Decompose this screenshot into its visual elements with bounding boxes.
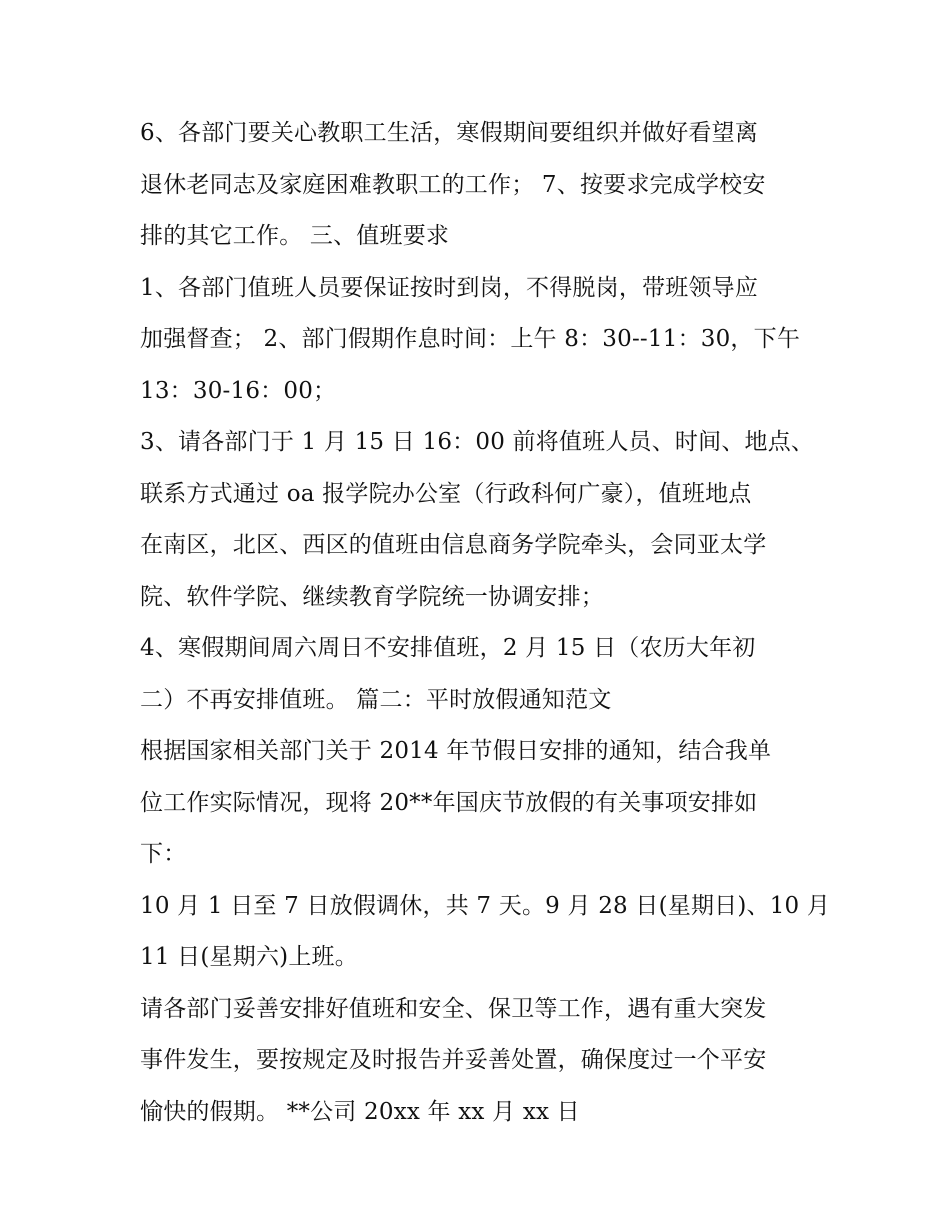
text-line: 请各部门妥善安排好值班和安全、保卫等工作，遇有重大突发 bbox=[140, 995, 767, 1022]
text-line: 根据国家相关部门关于 2014 年节假日安排的通知，结合我单 bbox=[140, 738, 772, 764]
text-line: 下： bbox=[140, 841, 187, 867]
text-line: 1、各部门值班人员要保证按时到岗，不得脱岗，带班领导应 bbox=[140, 274, 759, 301]
text-line: 退休老同志及家庭困难教职工的工作； 7、按要求完成学校安 bbox=[140, 171, 766, 198]
text-line: 排的其它工作。 三、值班要求 bbox=[140, 223, 450, 249]
text-line: 6、各部门要关心教职工生活，寒假期间要组织并做好看望离 bbox=[140, 120, 759, 146]
text-line: 在南区，北区、西区的值班由信息商务学院牵头，会同亚太学 bbox=[140, 532, 767, 558]
text-line: 院、软件学院、继续教育学院统一协调安排； bbox=[140, 583, 604, 610]
text-line: 联系方式通过 oa 报学院办公室（行政科何广豪），值班地点 bbox=[140, 480, 752, 507]
text-line: 13：30-16：00； bbox=[140, 377, 337, 404]
text-line: 3、请各部门于 1 月 15 日 16：00 前将值班人员、时间、地点、 bbox=[140, 429, 815, 455]
document-body bbox=[140, 108, 830, 1138]
text-line: 事件发生，要按规定及时报告并妥善处置，确保度过一个平安 bbox=[140, 1047, 767, 1073]
text-line: 二）不再安排值班。 篇二：平时放假通知范文 bbox=[140, 686, 612, 713]
text-line: 加强督查； 2、部门假期作息时间：上午 8：30--11：30，下午 bbox=[140, 326, 801, 352]
text-line: 位工作实际情况，现将 20**年国庆节放假的有关事项安排如 bbox=[140, 789, 758, 816]
text-line: 愉快的假期。 **公司 20xx 年 xx 月 xx 日 bbox=[140, 1098, 580, 1125]
text-line: 11 日(星期六)上班。 bbox=[140, 944, 358, 970]
text-line: 4、寒假期间周六周日不安排值班，2 月 15 日（农历大年初 bbox=[140, 635, 756, 661]
text-line: 10 月 1 日至 7 日放假调休，共 7 天。9 月 28 日(星期日)、10 月 bbox=[140, 892, 831, 919]
